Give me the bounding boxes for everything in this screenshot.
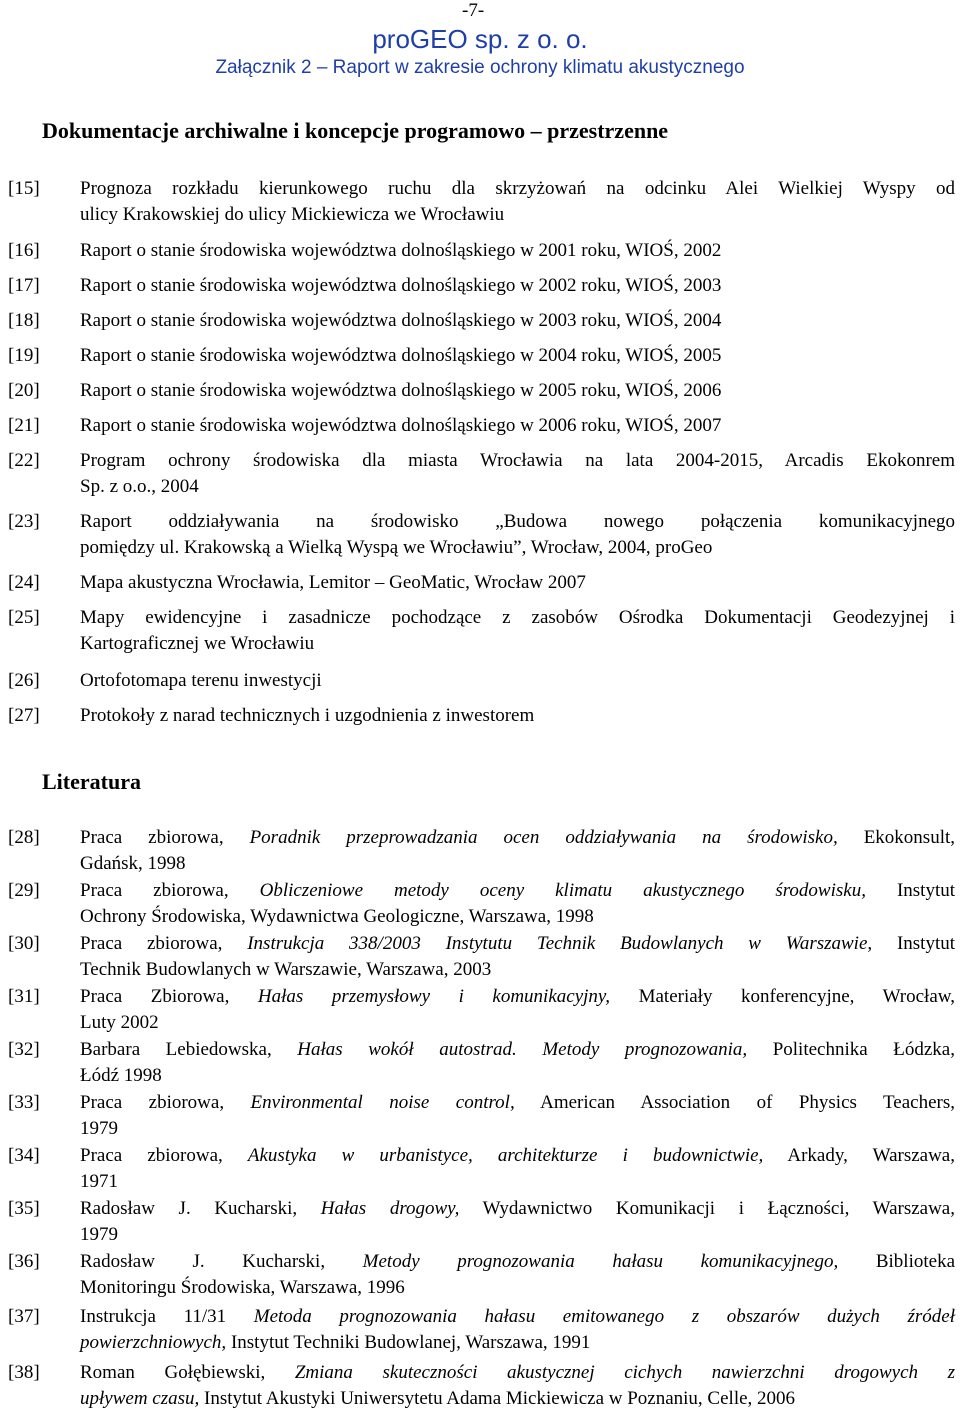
reference-text: pomiędzy ul. Krakowską a Wielką Wyspą we Wrocławiu”, Wrocław, 2004, proGeo — [80, 537, 713, 558]
reference-title: Hałas przemysłowy i komunikacyjny, — [257, 986, 611, 1007]
reference-number: [33] — [8, 1092, 40, 1113]
company-name: proGEO sp. z o. o. — [372, 24, 588, 54]
reference-publisher: Politechnika Łódzka, — [747, 1039, 955, 1060]
reference-title: upływem czasu, — [80, 1388, 200, 1409]
reference-text: Raport o stanie środowiska województwa dolnośląskiego w 2005 roku, WIOŚ, 2006 — [80, 380, 722, 401]
reference-text: Mapa akustyczna Wrocławia, Lemitor – GeoMatic, Wrocław 2007 — [80, 572, 586, 593]
reference-text: 1979 — [80, 1118, 118, 1139]
page-number: -7- — [462, 0, 485, 21]
reference-number: [25] — [8, 607, 40, 628]
reference-text: Ochrony Środowiska, Wydawnictwa Geologiczne, Warszawa, 1998 — [80, 906, 594, 927]
reference-text: Technik Budowlanych w Warszawie, Warszawa, 2003 — [80, 959, 492, 980]
reference-number: [21] — [8, 415, 40, 436]
reference-author: Praca zbiorowa, — [80, 827, 250, 848]
reference-publisher: Ekokonsult, — [837, 827, 955, 848]
reference-author: Barbara Lebiedowska, — [80, 1039, 298, 1060]
reference-number: [34] — [8, 1145, 40, 1166]
reference-publisher: Arkady, Warszawa, — [763, 1145, 955, 1166]
reference-text: Mapy ewidencyjne i zasadnicze pochodzące z zasobów Ośrodka Dokumentacji Geodezyjnej i — [80, 607, 955, 628]
reference-number: [23] — [8, 511, 40, 532]
reference-title: Hałas wokół autostrad. Metody prognozowania, — [297, 1039, 748, 1060]
document-subtitle: Załącznik 2 – Raport w zakresie ochrony klimatu akustycznego — [215, 57, 745, 78]
reference-text: 1979 — [80, 1224, 118, 1245]
reference-text: Ortofotomapa terenu inwestycji — [80, 670, 322, 691]
reference-title: Zmiana skuteczności akustycznej cichych nawierzchni drogowych z — [294, 1362, 955, 1383]
reference-text: Kartograficznej we Wrocławiu — [80, 633, 315, 654]
reference-text: Program ochrony środowiska dla miasta Wrocławia na lata 2004-2015, Arcadis Ekokonrem — [80, 450, 955, 471]
reference-number: [26] — [8, 670, 40, 691]
reference-title: powierzchniowych, — [80, 1332, 227, 1353]
reference-number: [31] — [8, 986, 40, 1007]
reference-title: Obliczeniowe metody oceny klimatu akustycznego środowisku, — [259, 880, 866, 901]
reference-number: [27] — [8, 705, 40, 726]
reference-author: Radosław J. Kucharski, — [80, 1198, 321, 1219]
reference-text: Luty 2002 — [80, 1012, 159, 1033]
reference-title: Environmental noise control, — [250, 1092, 515, 1113]
reference-text: ulicy Krakowskiej do ulicy Mickiewicza we Wrocławiu — [80, 204, 505, 225]
reference-author: Praca zbiorowa, — [80, 933, 248, 954]
reference-author: Praca zbiorowa, — [80, 1145, 248, 1166]
reference-publisher: Materiały konferencyjne, Wrocław, — [610, 986, 956, 1007]
reference-number: [17] — [8, 275, 40, 296]
reference-number: [35] — [8, 1198, 40, 1219]
reference-publisher: Instytut — [872, 933, 956, 954]
reference-number: [28] — [8, 827, 40, 848]
reference-author: Praca zbiorowa, — [80, 880, 260, 901]
reference-text: Raport o stanie środowiska województwa dolnośląskiego w 2006 roku, WIOŚ, 2007 — [80, 415, 722, 436]
reference-author: Praca zbiorowa, — [80, 1092, 251, 1113]
reference-author: Praca Zbiorowa, — [80, 986, 258, 1007]
reference-number: [30] — [8, 933, 40, 954]
reference-number: [29] — [8, 880, 40, 901]
reference-text: Raport o stanie środowiska województwa dolnośląskiego w 2004 roku, WIOŚ, 2005 — [80, 345, 722, 366]
reference-number: [16] — [8, 240, 40, 261]
reference-text: Raport o stanie środowiska województwa dolnośląskiego w 2002 roku, WIOŚ, 2003 — [80, 275, 722, 296]
reference-text: Monitoringu Środowiska, Warszawa, 1996 — [80, 1277, 405, 1298]
section-heading-archival: Dokumentacje archiwalne i koncepcje programowo – przestrzenne — [42, 118, 669, 143]
reference-text: Gdańsk, 1998 — [80, 853, 186, 874]
reference-title: Instrukcja 338/2003 Instytutu Technik Budowlanych w Warszawie, — [247, 933, 873, 954]
reference-publisher: Instytut Techniki Budowlanej, Warszawa, 1991 — [226, 1332, 591, 1353]
reference-number: [18] — [8, 310, 40, 331]
reference-text: 1971 — [80, 1171, 118, 1192]
reference-number: [32] — [8, 1039, 40, 1060]
reference-author: Instrukcja 11/31 — [80, 1306, 254, 1327]
section-heading-literature: Literatura — [42, 769, 141, 794]
reference-number: [15] — [8, 178, 40, 199]
reference-text: Raport o stanie środowiska województwa dolnośląskiego w 2003 roku, WIOŚ, 2004 — [80, 310, 722, 331]
reference-title: Metody prognozowania hałasu komunikacyjnego, — [362, 1251, 839, 1272]
reference-publisher: Wydawnictwo Komunikacji i Łączności, Warszawa, — [459, 1198, 955, 1219]
reference-number: [36] — [8, 1251, 40, 1272]
reference-publisher: American Association of Physics Teachers, — [514, 1092, 955, 1113]
reference-author: Radosław J. Kucharski, — [80, 1251, 363, 1272]
reference-publisher: Instytut — [865, 880, 956, 901]
reference-title: Metoda prognozowania hałasu emitowanego z obszarów dużych źródeł — [253, 1306, 956, 1327]
reference-text: Raport o stanie środowiska województwa dolnośląskiego w 2001 roku, WIOŚ, 2002 — [80, 240, 722, 261]
reference-text: Raport oddziaływania na środowisko „Budowa nowego połączenia komunikacyjnego — [80, 511, 955, 532]
reference-publisher: Instytut Akustyki Uniwersytetu Adama Mickiewicza w Poznaniu, Celle, 2006 — [199, 1388, 796, 1409]
reference-number: [20] — [8, 380, 40, 401]
reference-publisher: Biblioteka — [838, 1251, 955, 1272]
reference-number: [24] — [8, 572, 40, 593]
reference-title: Hałas drogowy, — [320, 1198, 460, 1219]
reference-text: Prognoza rozkładu kierunkowego ruchu dla skrzyżowań na odcinku Alei Wielkiej Wyspy od — [80, 178, 955, 199]
reference-title: Akustyka w urbanistyce, architekturze i budownictwie, — [247, 1145, 764, 1166]
reference-author: Roman Gołębiewski, — [80, 1362, 295, 1383]
reference-text: Łódź 1998 — [80, 1065, 162, 1086]
reference-title: Poradnik przeprowadzania ocen oddziaływania na środowisko, — [249, 827, 838, 848]
reference-number: [38] — [8, 1362, 40, 1383]
reference-text: Protokoły z narad technicznych i uzgodnienia z inwestorem — [80, 705, 535, 726]
reference-number: [37] — [8, 1306, 40, 1327]
reference-number: [19] — [8, 345, 40, 366]
reference-number: [22] — [8, 450, 40, 471]
reference-text: Sp. z o.o., 2004 — [80, 476, 199, 497]
